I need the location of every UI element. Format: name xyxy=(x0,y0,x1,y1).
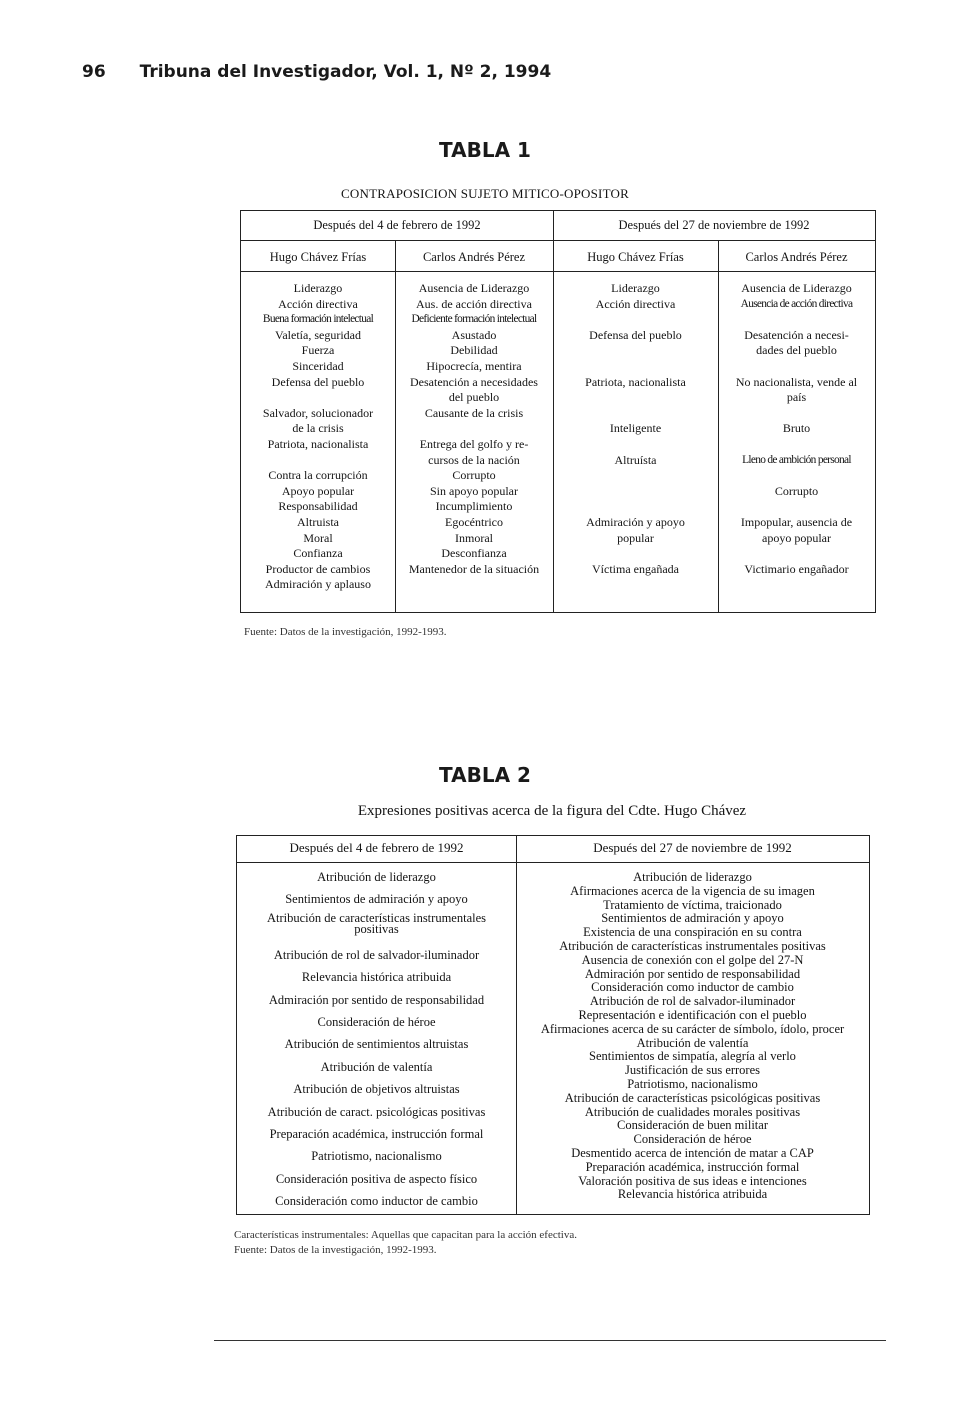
list-item: Atribución de valentía xyxy=(636,1035,749,1050)
list-item: Consideración de buen militar xyxy=(616,1118,768,1133)
list-item: Tratamiento de víctima, traicionado xyxy=(603,897,782,912)
list-item: Entrega del golfo y re- xyxy=(419,436,529,451)
table1-rule-1 xyxy=(241,240,875,241)
list-item: Lleno de ambición personal xyxy=(742,453,851,466)
list-item xyxy=(718,406,875,422)
list-item: Admiración y apoyo xyxy=(586,514,685,529)
list-item: Atribución de liderazgo xyxy=(633,870,752,884)
list-item: Ausencia de Liderazgo xyxy=(418,281,530,295)
list-item: cursos de la nación xyxy=(428,452,520,467)
list-item: Asustado xyxy=(451,327,497,342)
list-item: Victimario engañador xyxy=(744,561,849,576)
list-item xyxy=(553,359,718,375)
list-item: Liderazgo xyxy=(611,281,660,295)
list-item: Desmentido acerca de intención de matar a CAP xyxy=(571,1145,814,1160)
journal-title: Tribuna del Investigador, Vol. 1, Nº 2, 1994 xyxy=(139,62,552,82)
list-item: Afirmaciones acerca de su carácter de símbolo, ídolo, procer xyxy=(540,1021,845,1036)
table1-col-header-3: Hugo Chávez Frías xyxy=(587,250,684,264)
list-item: Atribución de valentía xyxy=(320,1059,433,1074)
list-item xyxy=(553,312,718,328)
list-item: Relevancia histórica atribuida xyxy=(617,1187,768,1202)
list-item xyxy=(553,499,718,515)
list-item: Ausencia de Liderazgo xyxy=(741,281,852,295)
list-item: Patriota, nacionalista xyxy=(267,436,369,451)
list-item: Defensa del pueblo xyxy=(271,374,365,389)
list-item: Consideración como inductor de cambio xyxy=(591,980,794,995)
list-item: Mantenedor de la situación xyxy=(408,561,540,576)
table2-note: Características instrumentales: Aquellas que capacitan para la acción efectiva. xyxy=(234,1229,577,1241)
table2-header-rule xyxy=(237,862,869,863)
list-item: Causante de la crisis xyxy=(424,405,524,420)
list-item: Fuerza xyxy=(301,343,335,358)
list-item xyxy=(553,546,718,562)
table2-period-right: Después del 27 de noviembre de 1992 xyxy=(593,840,792,855)
list-item: Altruísta xyxy=(614,452,657,467)
table1-period-left: Después del 4 de febrero de 1992 xyxy=(313,218,481,232)
list-item: Buena formación intelectual xyxy=(262,313,374,326)
table1-column-3 xyxy=(553,281,718,593)
list-item: Confianza xyxy=(293,546,343,561)
list-item: Patriotismo, nacionalismo xyxy=(311,1149,442,1164)
list-item: Moral xyxy=(303,530,333,545)
list-item xyxy=(718,499,875,515)
list-item: Responsabilidad xyxy=(278,499,358,514)
list-item: Sentimientos de admiración y apoyo xyxy=(601,911,784,926)
table2-title: TABLA 2 xyxy=(439,763,531,787)
list-item: Egocéntrico xyxy=(445,514,503,529)
list-item: Atribución de sentimientos altruistas xyxy=(284,1037,469,1052)
list-item xyxy=(718,359,875,375)
list-item: Existencia de una conspiración en su contra xyxy=(583,925,802,940)
list-item: Incumplimiento xyxy=(435,499,513,514)
list-item: Consideración de héroe xyxy=(633,1132,752,1147)
table1-source: Fuente: Datos de la investigación, 1992-1993. xyxy=(244,626,447,638)
list-item: Atribución de rol de salvador-iluminador xyxy=(273,947,480,962)
list-item: de la crisis xyxy=(292,421,344,436)
list-item: Debilidad xyxy=(450,343,498,358)
table1-col-header-4: Carlos Andrés Pérez xyxy=(745,250,848,264)
table2-period-left: Después del 4 de febrero de 1992 xyxy=(289,840,464,855)
running-header xyxy=(82,62,551,82)
list-item: Altruista xyxy=(297,514,339,529)
list-item: Ausencia de conexión con el golpe del 27-N xyxy=(581,952,804,967)
list-item: Atribución de rol de salvador-iluminador xyxy=(589,994,796,1009)
list-item: Valoración positiva de sus ideas e intenciones xyxy=(578,1173,807,1188)
list-item: apoyo popular xyxy=(762,530,831,545)
list-item: Preparación académica, instrucción formal xyxy=(585,1159,800,1174)
list-item: Justificación de sus errores xyxy=(624,1063,761,1078)
list-item xyxy=(718,437,875,453)
table2-left-column xyxy=(237,866,516,1212)
list-item xyxy=(553,390,718,406)
footer-rule xyxy=(214,1340,886,1341)
table2-source: Fuente: Datos de la investigación, 1992-1993. xyxy=(234,1244,437,1256)
list-item: Contra la corrupción xyxy=(268,468,368,483)
list-item: Relevancia histórica atribuida xyxy=(301,970,452,985)
list-item: Atribución de características instrumentales positivas xyxy=(559,938,826,953)
list-item: del pueblo xyxy=(448,390,500,405)
table1-col-header-2: Carlos Andrés Pérez xyxy=(422,250,526,264)
table1-column-1 xyxy=(241,281,395,593)
list-item: Corrupto xyxy=(774,483,819,498)
list-item: popular xyxy=(617,530,654,545)
list-item: Sentimientos de admiración y apoyo xyxy=(285,892,468,907)
list-item xyxy=(241,453,395,469)
list-item xyxy=(553,484,718,500)
table2-right-column xyxy=(516,871,869,1202)
list-item xyxy=(718,577,875,593)
list-item: Atribución de características instrumentales xyxy=(266,910,486,925)
list-item: Atribución de liderazgo xyxy=(317,870,436,884)
list-item xyxy=(553,437,718,453)
page-number: 96 xyxy=(82,62,106,82)
list-item xyxy=(395,421,553,437)
table1-column-4 xyxy=(718,281,875,593)
list-item: Ausencia de acción directiva xyxy=(740,297,853,310)
list-item xyxy=(241,390,395,406)
list-item xyxy=(718,546,875,562)
list-item: Patriotismo, nacionalismo xyxy=(627,1076,758,1091)
list-item: Consideración de héroe xyxy=(317,1014,436,1029)
list-item xyxy=(553,577,718,593)
list-item: Sentimientos de simpatía, alegría al verlo xyxy=(589,1049,796,1064)
table1-col-header-1: Hugo Chávez Frías xyxy=(269,250,367,264)
list-item: Patriota, nacionalista xyxy=(585,374,686,389)
list-item: Sin apoyo popular xyxy=(430,483,518,498)
list-item: Sinceridad xyxy=(292,358,344,373)
table1-title: TABLA 1 xyxy=(439,138,531,162)
list-item xyxy=(553,406,718,422)
list-item: Impopular, ausencia de xyxy=(740,514,853,529)
list-item: Preparación académica, instrucción formal xyxy=(269,1126,484,1141)
list-item: Acción directiva xyxy=(278,296,358,311)
table1-subtitle: CONTRAPOSICION SUJETO MITICO-OPOSITOR xyxy=(341,186,629,201)
list-item: positivas xyxy=(354,921,399,936)
list-item: Atribución de características psicológicas positivas xyxy=(564,1090,821,1105)
list-item xyxy=(718,312,875,328)
list-item xyxy=(718,468,875,484)
list-item: Consideración positiva de aspecto físico xyxy=(275,1171,478,1186)
list-item: Atribución de caract. psicológicas positivas xyxy=(267,1104,486,1119)
list-item: Consideración como inductor de cambio xyxy=(275,1194,478,1209)
list-item: Deficiente formación intelectual xyxy=(411,313,537,326)
list-item: Inmoral xyxy=(455,530,493,545)
list-item: Afirmaciones acerca de la vigencia de su imagen xyxy=(570,883,815,898)
table2 xyxy=(236,835,870,1215)
table2-subtitle: Expresiones positivas acerca de la figura del Cdte. Hugo Chávez xyxy=(357,803,747,819)
list-item: Apoyo popular xyxy=(281,483,355,498)
list-item: Atribución de objetivos altruistas xyxy=(293,1082,460,1097)
list-item: Defensa del pueblo xyxy=(589,327,682,342)
list-item: Salvador, solucionador xyxy=(262,405,374,420)
list-item: Desatención a necesi- xyxy=(744,327,849,342)
list-item: Inteligente xyxy=(609,421,662,436)
list-item xyxy=(553,343,718,359)
list-item: Representación e identificación con el pueblo xyxy=(578,1007,807,1022)
list-item: país xyxy=(786,390,807,405)
list-item: dades del pueblo xyxy=(756,343,837,358)
list-item: Bruto xyxy=(782,421,811,436)
list-item: Acción directiva xyxy=(595,296,676,311)
list-item: Admiración por sentido de responsabilidad xyxy=(584,966,801,981)
list-item: Víctima engañada xyxy=(592,561,679,576)
list-item: Corrupto xyxy=(452,468,496,483)
list-item: Desconfianza xyxy=(441,546,507,561)
list-item xyxy=(395,577,553,593)
list-item: Productor de cambios xyxy=(265,561,371,576)
list-item: Admiración y aplauso xyxy=(265,577,371,592)
table1-column-2 xyxy=(395,281,553,593)
list-item xyxy=(553,468,718,484)
list-item: No nacionalista, vende al xyxy=(735,374,858,389)
table1 xyxy=(240,210,876,613)
list-item: Valetía, seguridad xyxy=(275,327,361,342)
list-item: Desatención a necesidades xyxy=(410,374,538,389)
table1-rule-2 xyxy=(241,271,875,272)
list-item: Admiración por sentido de responsabilidad xyxy=(268,992,485,1007)
list-item: Hipocrecía, mentira xyxy=(426,358,522,373)
list-item: Atribución de cualidades morales positivas xyxy=(584,1104,801,1119)
list-item: Liderazgo xyxy=(293,281,343,295)
table1-period-right: Después del 27 de noviembre de 1992 xyxy=(618,218,810,232)
list-item: Aus. de acción directiva xyxy=(416,296,532,311)
